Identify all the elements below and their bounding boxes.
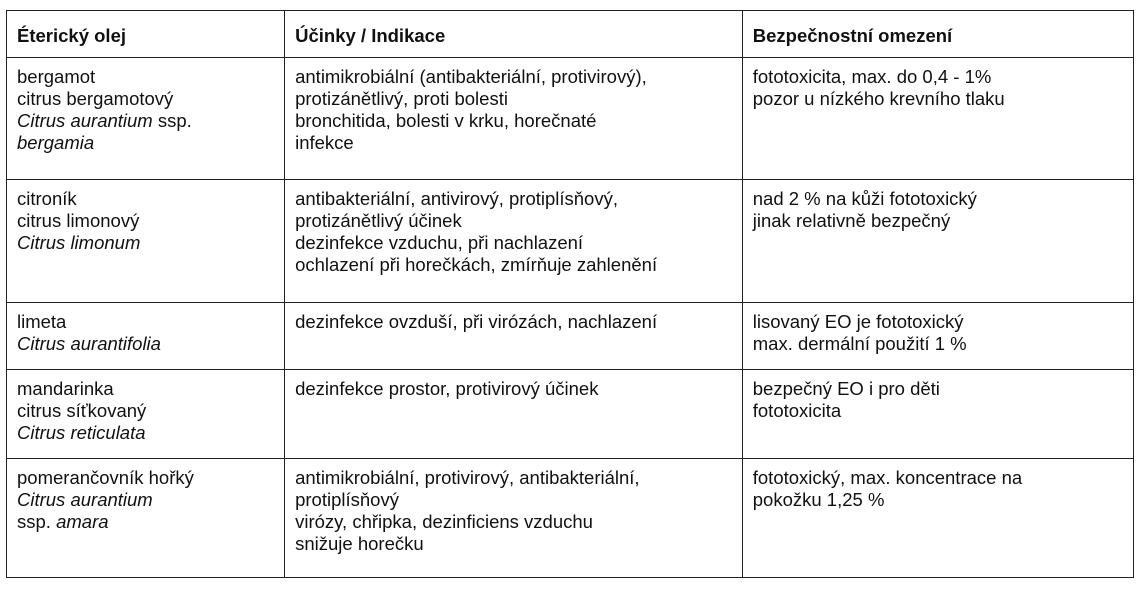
oil-common-name: bergamot <box>17 66 96 87</box>
oils-table-container <box>6 10 1134 578</box>
oil-latin-name <box>17 110 274 132</box>
effects-line: dezinfekce vzduchu, při nachlazení <box>295 232 584 253</box>
safety-line: fototoxicita <box>752 400 842 421</box>
safety-line: fototoxicita, max. do 0,4 - 1% <box>752 66 992 87</box>
oil-latin-name <box>17 422 274 444</box>
oil-common-name: limeta <box>17 311 67 332</box>
table-row <box>7 303 1134 370</box>
oil-cell <box>7 58 285 180</box>
effects-cell <box>285 459 743 578</box>
table-row <box>7 370 1134 459</box>
effects-line: snižuje horečku <box>295 533 424 554</box>
latin-genus-species: Citrus aurantifolia <box>17 333 161 354</box>
latin-ssp: ssp. <box>17 511 57 532</box>
safety-line: lisovaný EO je fototoxický <box>752 311 964 332</box>
latin-genus-species: Citrus aurantium <box>17 110 153 131</box>
effects-line: antimikrobiální, protivirový, antibakteriální, <box>295 467 640 488</box>
effects-line: ochlazení při horečkách, zmírňuje zahlenění <box>295 254 658 275</box>
latin-genus-species: Citrus aurantium <box>17 489 153 510</box>
safety-line: nad 2 % na kůži fototoxický <box>752 188 977 209</box>
latin-genus-species: Citrus limonum <box>17 232 141 253</box>
safety-cell <box>742 180 1133 303</box>
safety-line: pokožku 1,25 % <box>752 489 885 510</box>
safety-cell <box>742 370 1133 459</box>
oil-latin-subspecies <box>17 132 274 154</box>
essential-oils-table <box>6 10 1134 578</box>
oil-czech-name: citrus bergamotový <box>17 88 174 109</box>
oil-latin-name <box>17 232 274 254</box>
safety-cell <box>742 459 1133 578</box>
header-safety: Bezpečnostní omezení <box>742 11 1133 58</box>
latin-genus-species: Citrus reticulata <box>17 422 146 443</box>
oil-czech-name: citrus síťkovaný <box>17 400 147 421</box>
oil-cell <box>7 303 285 370</box>
effects-line: dezinfekce ovzduší, při virózách, nachlazení <box>295 311 658 332</box>
effects-cell <box>285 303 743 370</box>
header-oil: Éterický olej <box>7 11 285 58</box>
safety-line: pozor u nízkého krevního tlaku <box>752 88 1005 109</box>
effects-line: protiplísňový <box>295 489 399 510</box>
oil-latin-name <box>17 489 274 511</box>
latin-subspecies-text: bergamia <box>17 132 95 153</box>
effects-line: bronchitida, bolesti v krku, horečnaté <box>295 110 597 131</box>
effects-cell <box>285 370 743 459</box>
table-row <box>7 459 1134 578</box>
effects-line: antibakteriální, antivirový, protiplísňový, <box>295 188 618 209</box>
latin-ssp: ssp. <box>152 110 192 131</box>
safety-line: jinak relativně bezpečný <box>752 210 951 231</box>
effects-line: antimikrobiální (antibakteriální, protivirový), <box>295 66 647 87</box>
oil-common-name: pomerančovník hořký <box>17 467 194 488</box>
effects-line: virózy, chřipka, dezinficiens vzduchu <box>295 511 593 532</box>
safety-line: fototoxický, max. koncentrace na <box>752 467 1023 488</box>
effects-line: protizánětlivý, proti bolesti <box>295 88 508 109</box>
effects-line: infekce <box>295 132 354 153</box>
oil-cell <box>7 370 285 459</box>
header-row <box>7 11 1134 58</box>
oil-latin-name <box>17 333 274 355</box>
latin-subspecies-text: amara <box>56 511 109 532</box>
safety-cell <box>742 58 1133 180</box>
oil-cell <box>7 180 285 303</box>
effects-cell <box>285 58 743 180</box>
oil-cell <box>7 459 285 578</box>
oil-czech-name: citrus limonový <box>17 210 140 231</box>
oil-latin-subspecies <box>17 511 274 533</box>
effects-line: dezinfekce prostor, protivirový účinek <box>295 378 599 399</box>
effects-cell <box>285 180 743 303</box>
table-row <box>7 58 1134 180</box>
header-effects: Účinky / Indikace <box>285 11 743 58</box>
oil-common-name: mandarinka <box>17 378 114 399</box>
oil-common-name: citroník <box>17 188 77 209</box>
table-row <box>7 180 1134 303</box>
safety-cell <box>742 303 1133 370</box>
safety-line: bezpečný EO i pro děti <box>752 378 940 399</box>
effects-line: protizánětlivý účinek <box>295 210 462 231</box>
safety-line: max. dermální použití 1 % <box>752 333 967 354</box>
